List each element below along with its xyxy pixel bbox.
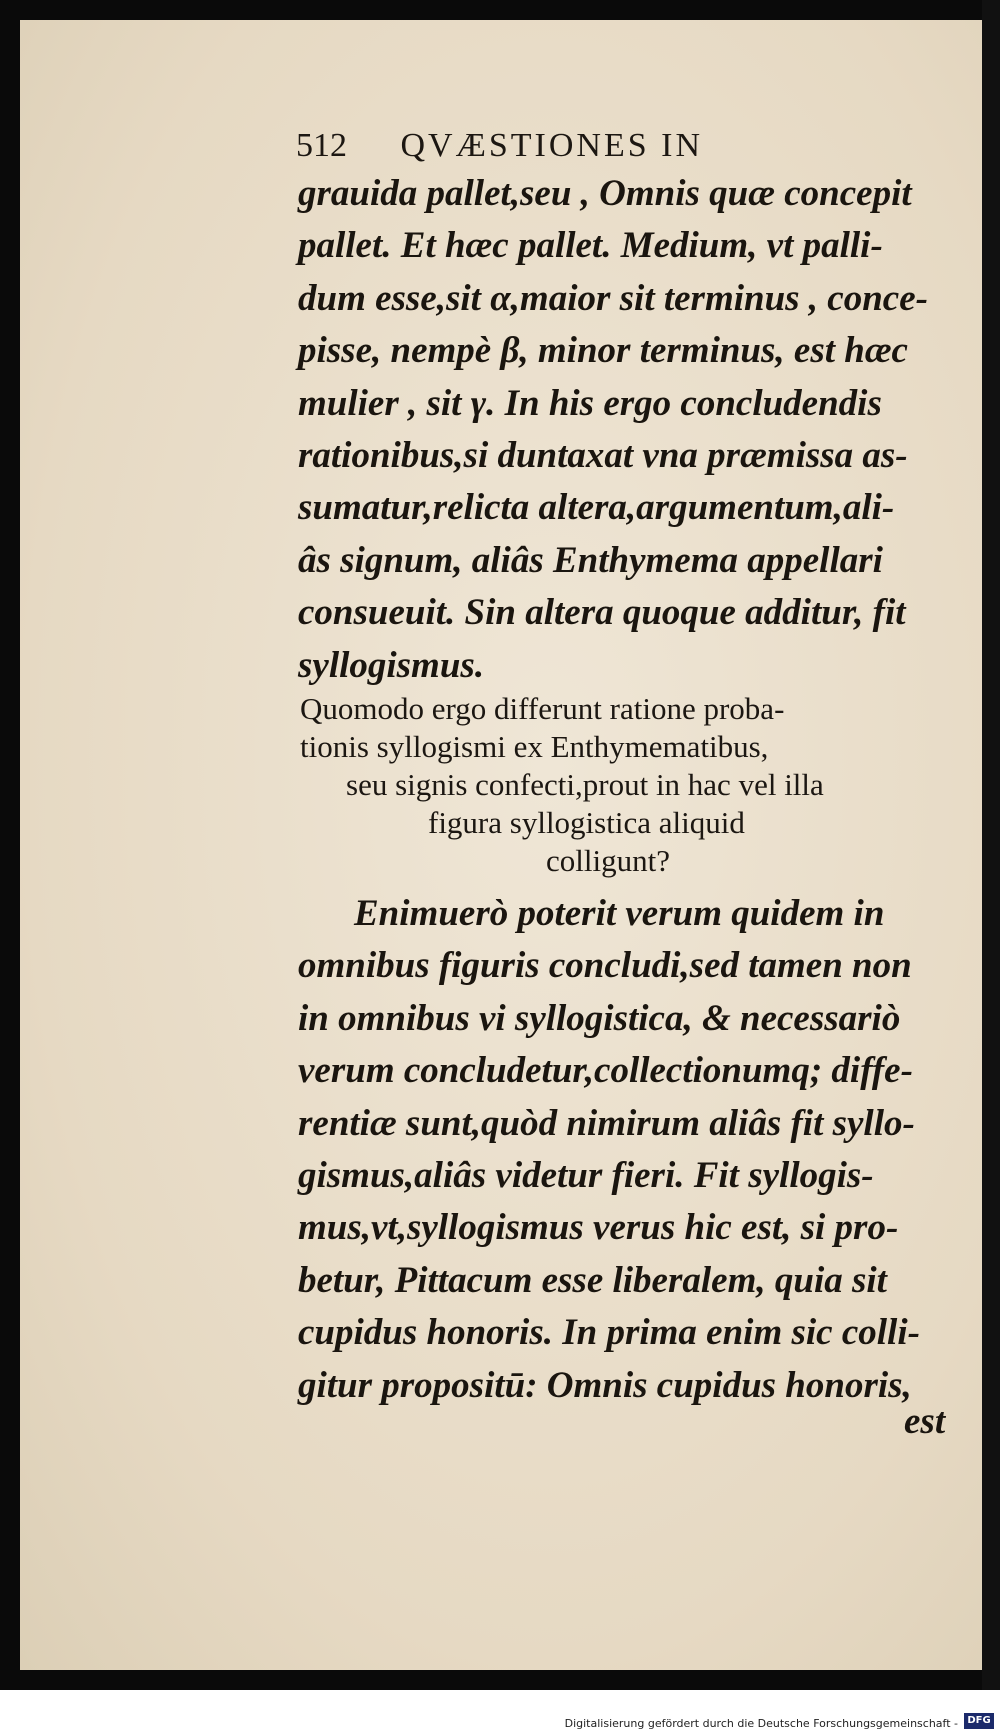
scan-edge xyxy=(982,0,1000,1735)
catchword: est xyxy=(904,1401,946,1442)
text-line: in omnibus vi syllogistica, & necessariò xyxy=(298,997,901,1039)
text-line: mus,vt,syllogismus verus hic est, si pro- xyxy=(298,1207,899,1249)
question-heading xyxy=(300,690,960,880)
text-line: consueuit. Sin altera quoque additur, fit xyxy=(298,592,906,634)
heading-line: tionis syllogismi ex Enthymematibus, xyxy=(300,729,769,764)
page-number: 512 xyxy=(296,127,347,164)
text-line: omnibus figuris concludi,sed tamen non xyxy=(298,945,912,987)
paragraph-1 xyxy=(298,168,958,692)
heading-line: seu signis confecti,prout in hac vel illa xyxy=(346,767,824,802)
text-line: grauida pallet,seu , Omnis quæ concepit xyxy=(298,173,912,214)
heading-line: Quomodo ergo differunt ratione proba- xyxy=(300,691,785,726)
text-line: rationibus,si duntaxat vna præmissa as- xyxy=(298,434,908,476)
dfg-logo: DFG xyxy=(964,1713,994,1729)
heading-line: colligunt? xyxy=(546,843,670,878)
text-line: rentiæ sunt,quòd nimirum aliâs fit syllo- xyxy=(298,1102,915,1144)
text-line: cupidus honoris. In prima enim sic colli- xyxy=(298,1312,920,1354)
text-line: verum concludetur,collectionumq; diffe- xyxy=(298,1050,913,1092)
text-line: dum esse,sit α,maior sit terminus , conce- xyxy=(298,277,928,319)
paragraph-2 xyxy=(298,888,958,1412)
running-header xyxy=(296,127,703,165)
running-title: QVÆSTIONES IN xyxy=(400,127,703,164)
text-line: pisse, nempè β, minor terminus, est hæc xyxy=(298,330,908,372)
text-line: sumatur,relicta altera,argumentum,ali- xyxy=(298,487,895,529)
text-line: Enimuerò poterit verum quidem in xyxy=(354,893,885,934)
text-line: syllogismus. xyxy=(298,644,485,686)
funding-credit: Digitalisierung gefördert durch die Deutsche Forschungsgemeinschaft - xyxy=(564,1717,958,1730)
text-line: gismus,aliâs videtur fieri. Fit syllogis- xyxy=(298,1154,874,1196)
heading-line: figura syllogistica aliquid xyxy=(428,805,745,840)
text-line: pallet. Et hæc pallet. Medium, vt palli- xyxy=(298,225,883,267)
text-line: mulier , sit γ. In his ergo concludendis xyxy=(298,382,882,424)
text-line: gitur propositū: Omnis cupidus honoris, xyxy=(298,1364,912,1406)
text-line: betur, Pittacum esse liberalem, quia sit xyxy=(298,1259,887,1301)
text-line: âs signum, aliâs Enthymema appellari xyxy=(298,539,883,581)
